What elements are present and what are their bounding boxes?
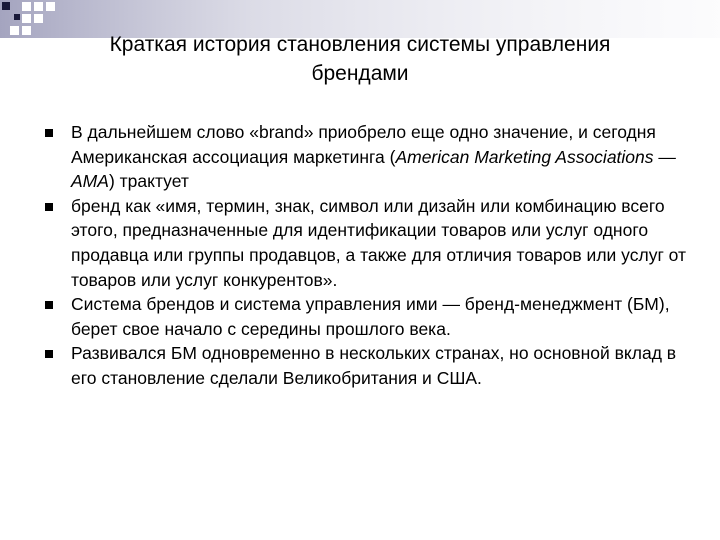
bullet-item-3 [40, 292, 700, 341]
bullet-item-4 [40, 341, 700, 390]
bullet-3-text: Система брендов и система управления ими — бренд-менеджмент (БМ), берет свое начало с середины прошлого века. [71, 294, 670, 339]
square-bullet-icon [45, 301, 53, 309]
slide-body [40, 120, 700, 391]
square-bullet-icon [45, 129, 53, 137]
bullet-item-2 [40, 194, 700, 292]
bullet-4-text: Развивался БМ одновременно в нескольких странах, но основной вклад в его становление сделали Великобритания и США. [71, 343, 677, 388]
square-bullet-icon [45, 203, 53, 211]
slide-title [40, 30, 680, 88]
bullet-1-text-a: В дальнейшем слово «brand» приобрело еще одно значение, и сегодня Американская ассоциация маркетинга ( [71, 122, 656, 167]
bullet-2-text: бренд как «имя, термин, знак, символ или дизайн или комбинацию всего этого, предназначенные для идентификации товаров или услуг одного продавца или группы продавцов, а также для отличия товаров или услуг от товаров или услуг конкурентов». [71, 195, 687, 290]
bullet-1-text-b: ) трактует [108, 171, 189, 192]
square-bullet-icon [45, 350, 53, 358]
bullet-1-text-italic: American Marketing Associations — AMA [71, 146, 676, 192]
title-line-2: брендами [311, 62, 409, 85]
title-line-1: Краткая история становления системы управления [109, 33, 611, 56]
bullet-list [40, 120, 700, 391]
bullet-item-1 [40, 120, 700, 194]
